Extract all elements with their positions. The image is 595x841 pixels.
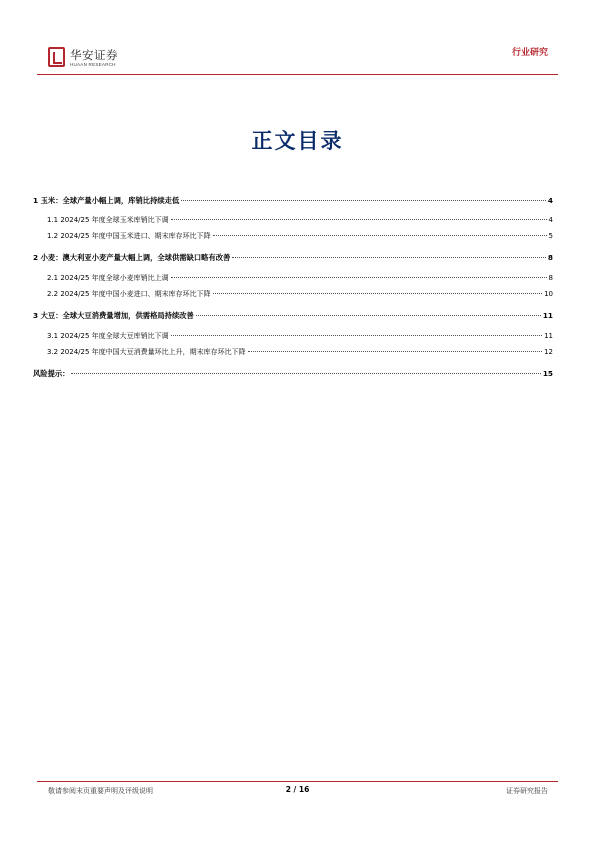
toc-entry-risk[interactable] [33,367,553,380]
footer-divider [37,781,558,782]
toc-entry-page: 12 [544,348,553,356]
toc-leader-dots [181,200,546,201]
toc-entry-page: 15 [542,369,553,378]
toc-entry-page: 5 [548,232,553,240]
toc-entry-1-1[interactable] [33,214,553,227]
footer-report-label: 证券研究报告 [506,787,548,795]
toc-leader-dots [213,293,542,294]
toc-leader-dots [248,351,542,352]
toc-leader-dots [71,373,540,374]
toc-entry-page: 11 [544,332,553,340]
toc-entry-text: 1.1 2024/25 年度全球玉米库销比下调 [47,216,169,224]
report-type-label: 行业研究 [511,48,548,58]
toc-leader-dots [213,235,547,236]
toc-entry-page: 4 [548,216,553,224]
toc-entry-page: 4 [547,196,553,205]
toc-leader-dots [232,257,546,258]
header-divider [37,74,558,75]
toc-leader-dots [171,277,547,278]
logo-chinese-name: 华安证券 [70,48,118,62]
toc-leader-dots [196,315,541,316]
toc-entry-text: 1.2 2024/25 年度中国玉米进口、期末库存环比下降 [47,232,211,240]
toc-entry-page: 8 [548,274,553,282]
toc-entry-3[interactable] [33,309,553,322]
toc-entry-text: 风险提示： [33,369,70,378]
company-logo [48,47,168,73]
toc-entry-text: 3.2 2024/25 年度中国大豆消费量环比上升，期末库存环比下降 [47,348,246,356]
toc-entry-page: 11 [542,311,553,320]
toc-entry-text: 2.1 2024/25 年度全球小麦库销比上调 [47,274,169,282]
logo-mark-icon [48,47,65,67]
toc-entry-text: 3.1 2024/25 年度全球大豆库销比下调 [47,332,169,340]
toc-entry-text: 2.2 2024/25 年度中国小麦进口、期末库存环比下降 [47,290,211,298]
toc-entry-text: 2 小麦：澳大利亚小麦产量大幅上调，全球供需缺口略有改善 [33,253,231,262]
toc-entry-1-2[interactable] [33,230,553,243]
toc-entry-text: 3 大豆：全球大豆消费量增加，供需格局持续改善 [33,311,194,320]
toc-entry-2[interactable] [33,251,553,264]
logo-english-name: HUAAN RESEARCH [70,62,116,67]
toc-entry-2-2[interactable] [33,288,553,301]
toc-entry-1[interactable] [33,194,553,207]
toc-entry-page: 8 [547,253,553,262]
page-title: 正文目录 [251,128,344,153]
footer-disclaimer: 敬请参阅末页重要声明及评级说明 [48,787,153,795]
toc-entry-2-1[interactable] [33,272,553,285]
toc-entry-text: 1 玉米：全球产量小幅上调，库销比持续走低 [33,196,180,205]
toc-entry-3-1[interactable] [33,330,553,343]
page-number: 2 / 16 [285,785,310,794]
toc-entry-page: 10 [544,290,553,298]
toc-entry-3-2[interactable] [33,346,553,359]
toc-leader-dots [171,335,542,336]
toc-leader-dots [171,219,547,220]
